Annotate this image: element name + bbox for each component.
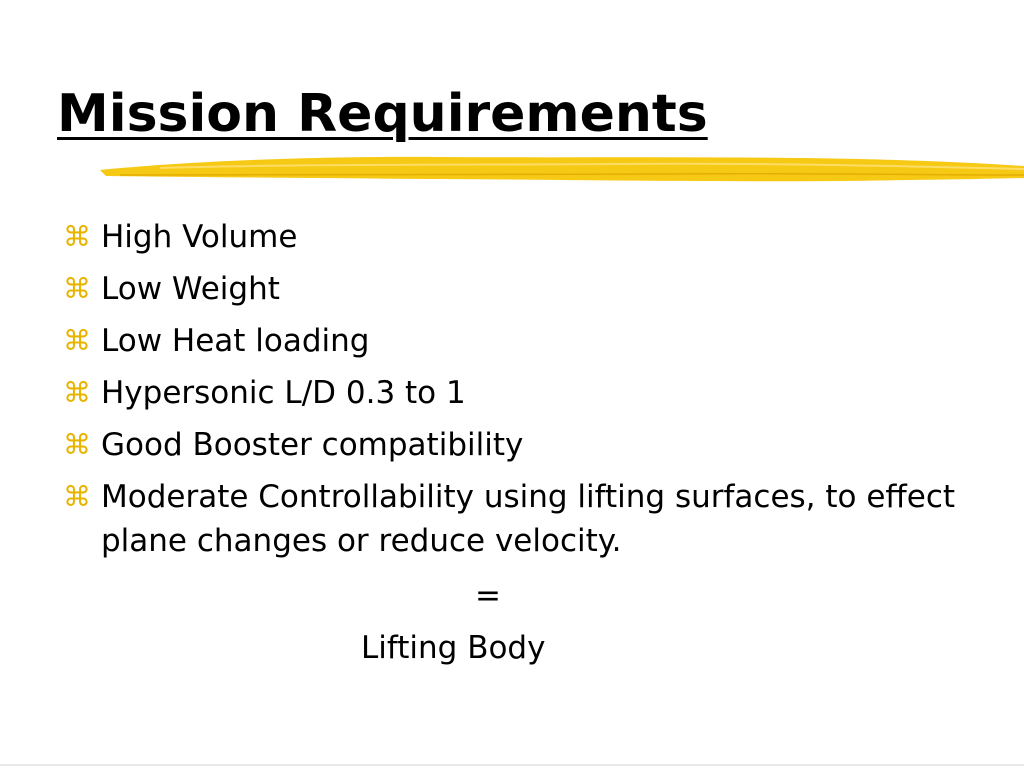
command-key-icon: ⌘ xyxy=(63,480,91,513)
equals-sign: = xyxy=(475,578,501,614)
bullet-text: High Volume xyxy=(101,219,298,255)
list-item xyxy=(63,215,963,259)
bullet-text: Low Weight xyxy=(101,271,280,307)
list-item xyxy=(63,319,963,363)
list-item xyxy=(63,423,963,467)
bottom-divider xyxy=(0,764,1024,766)
command-key-icon: ⌘ xyxy=(63,220,91,253)
highlighter-stroke-decoration xyxy=(100,148,1024,190)
list-item xyxy=(63,371,963,415)
command-key-icon: ⌘ xyxy=(63,428,91,461)
command-key-icon: ⌘ xyxy=(63,324,91,357)
list-item xyxy=(63,267,963,311)
conclusion-text: Lifting Body xyxy=(361,630,546,666)
bullet-text: Hypersonic L/D 0.3 to 1 xyxy=(101,375,466,411)
bullet-text: Low Heat loading xyxy=(101,323,370,359)
requirements-list xyxy=(63,215,963,571)
list-item xyxy=(63,475,963,563)
command-key-icon: ⌘ xyxy=(63,272,91,305)
bullet-text: Moderate Controllability using lifting surfaces, to effect plane changes or reduce velocity. xyxy=(101,479,956,559)
command-key-icon: ⌘ xyxy=(63,376,91,409)
slide-title: Mission Requirements xyxy=(57,84,708,144)
bullet-text: Good Booster compatibility xyxy=(101,427,524,463)
